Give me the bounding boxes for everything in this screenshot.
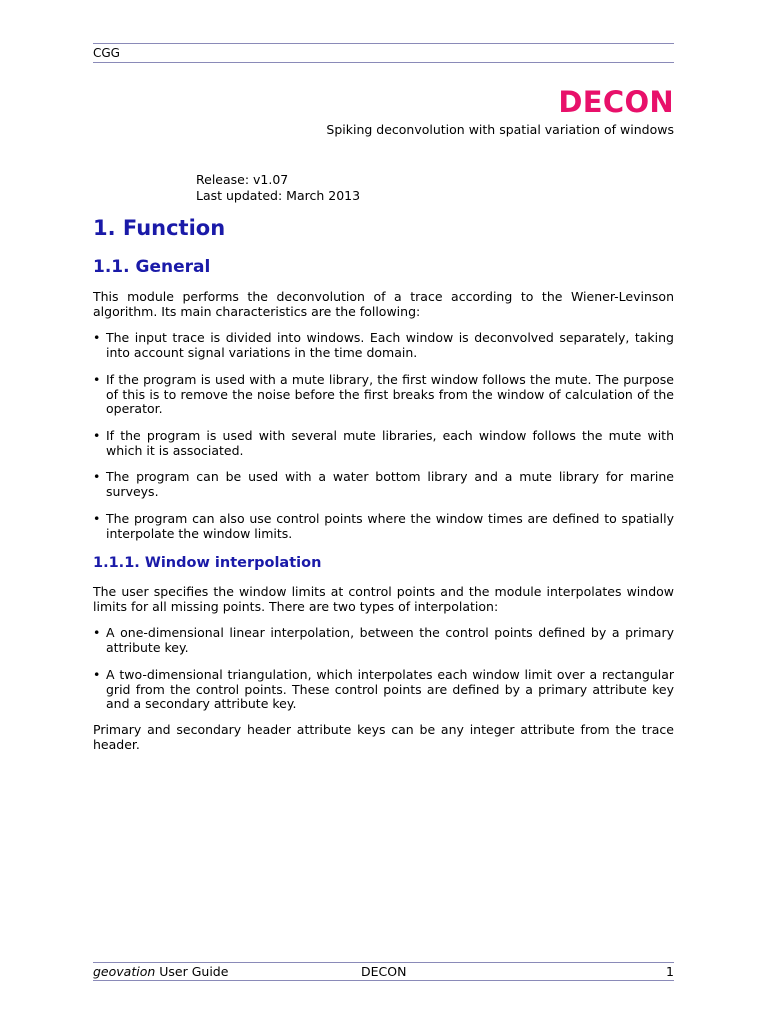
footer-guide-title: [93, 964, 228, 979]
list-item-text: The program can be used with a water bottom library and a mute library for marine surveys.: [106, 469, 674, 499]
list-item-text: The program can also use control points where the window times are defined to spatially interpolate the window limits.: [106, 511, 674, 541]
window-interpolation-intro: The user specifies the window limits at control points and the module interpolates window limits for all missing points. There are two types of interpolation:: [93, 584, 674, 614]
list-item: [93, 429, 674, 458]
document-subtitle: Spiking deconvolution with spatial variation of windows: [326, 122, 674, 137]
list-item-text: If the program is used with several mute libraries, each window follows the mute with which it is associated.: [106, 428, 674, 458]
list-item: [93, 626, 674, 655]
list-item-text: The input trace is divided into windows. Each window is deconvolved separately, taking into account signal variations in the time domain.: [106, 330, 674, 360]
list-item: [93, 512, 674, 541]
bullet-glyph: •: [93, 428, 101, 443]
section-heading-function: 1. Function: [93, 216, 226, 240]
footer-guide-suffix: User Guide: [155, 964, 229, 979]
release-version: Release: v1.07: [196, 172, 289, 187]
list-item: [93, 373, 674, 417]
footer-page-number: 1: [666, 964, 674, 979]
list-item-text: A one-dimensional linear interpolation, between the control points defined by a primary attribute key.: [106, 625, 674, 655]
bullet-glyph: •: [93, 625, 101, 640]
bullet-glyph: •: [93, 667, 101, 682]
window-interpolation-closing: Primary and secondary header attribute keys can be any integer attribute from the trace header.: [93, 722, 674, 752]
bullet-glyph: •: [93, 469, 101, 484]
footer-module-name: DECON: [361, 964, 407, 979]
header-top-rule: [93, 43, 674, 44]
general-intro: This module performs the deconvolution of a trace according to the Wiener-Levinson algorithm. Its main characteristics are the following:: [93, 289, 674, 319]
subsection-heading-general: 1.1. General: [93, 257, 211, 277]
release-info: [196, 172, 360, 203]
list-item-text: If the program is used with a mute library, the first window follows the mute. The purpose of this is to remove the noise before the first breaks from the window of calculation of the operator.: [106, 372, 674, 416]
subsubsection-heading-window-interpolation: 1.1.1. Window interpolation: [93, 555, 322, 571]
document-page: [93, 0, 674, 1024]
list-item: [93, 331, 674, 360]
footer-bottom-rule: [93, 980, 674, 981]
header-company: CGG: [93, 46, 120, 60]
header-bottom-rule: [93, 62, 674, 63]
bullet-glyph: •: [93, 330, 101, 345]
list-item-text: A two-dimensional triangulation, which interpolates each window limit over a rectangular grid from the control points. These control points are defined by a primary attribute key and a secondary attribute key.: [106, 667, 674, 711]
bullet-glyph: •: [93, 511, 101, 526]
footer-top-rule: [93, 962, 674, 963]
bullet-glyph: •: [93, 372, 101, 387]
list-item: [93, 470, 674, 499]
document-title: DECON: [558, 85, 674, 119]
release-date: Last updated: March 2013: [196, 187, 361, 203]
list-item: [93, 668, 674, 712]
footer-product-name: geovation: [93, 964, 156, 979]
